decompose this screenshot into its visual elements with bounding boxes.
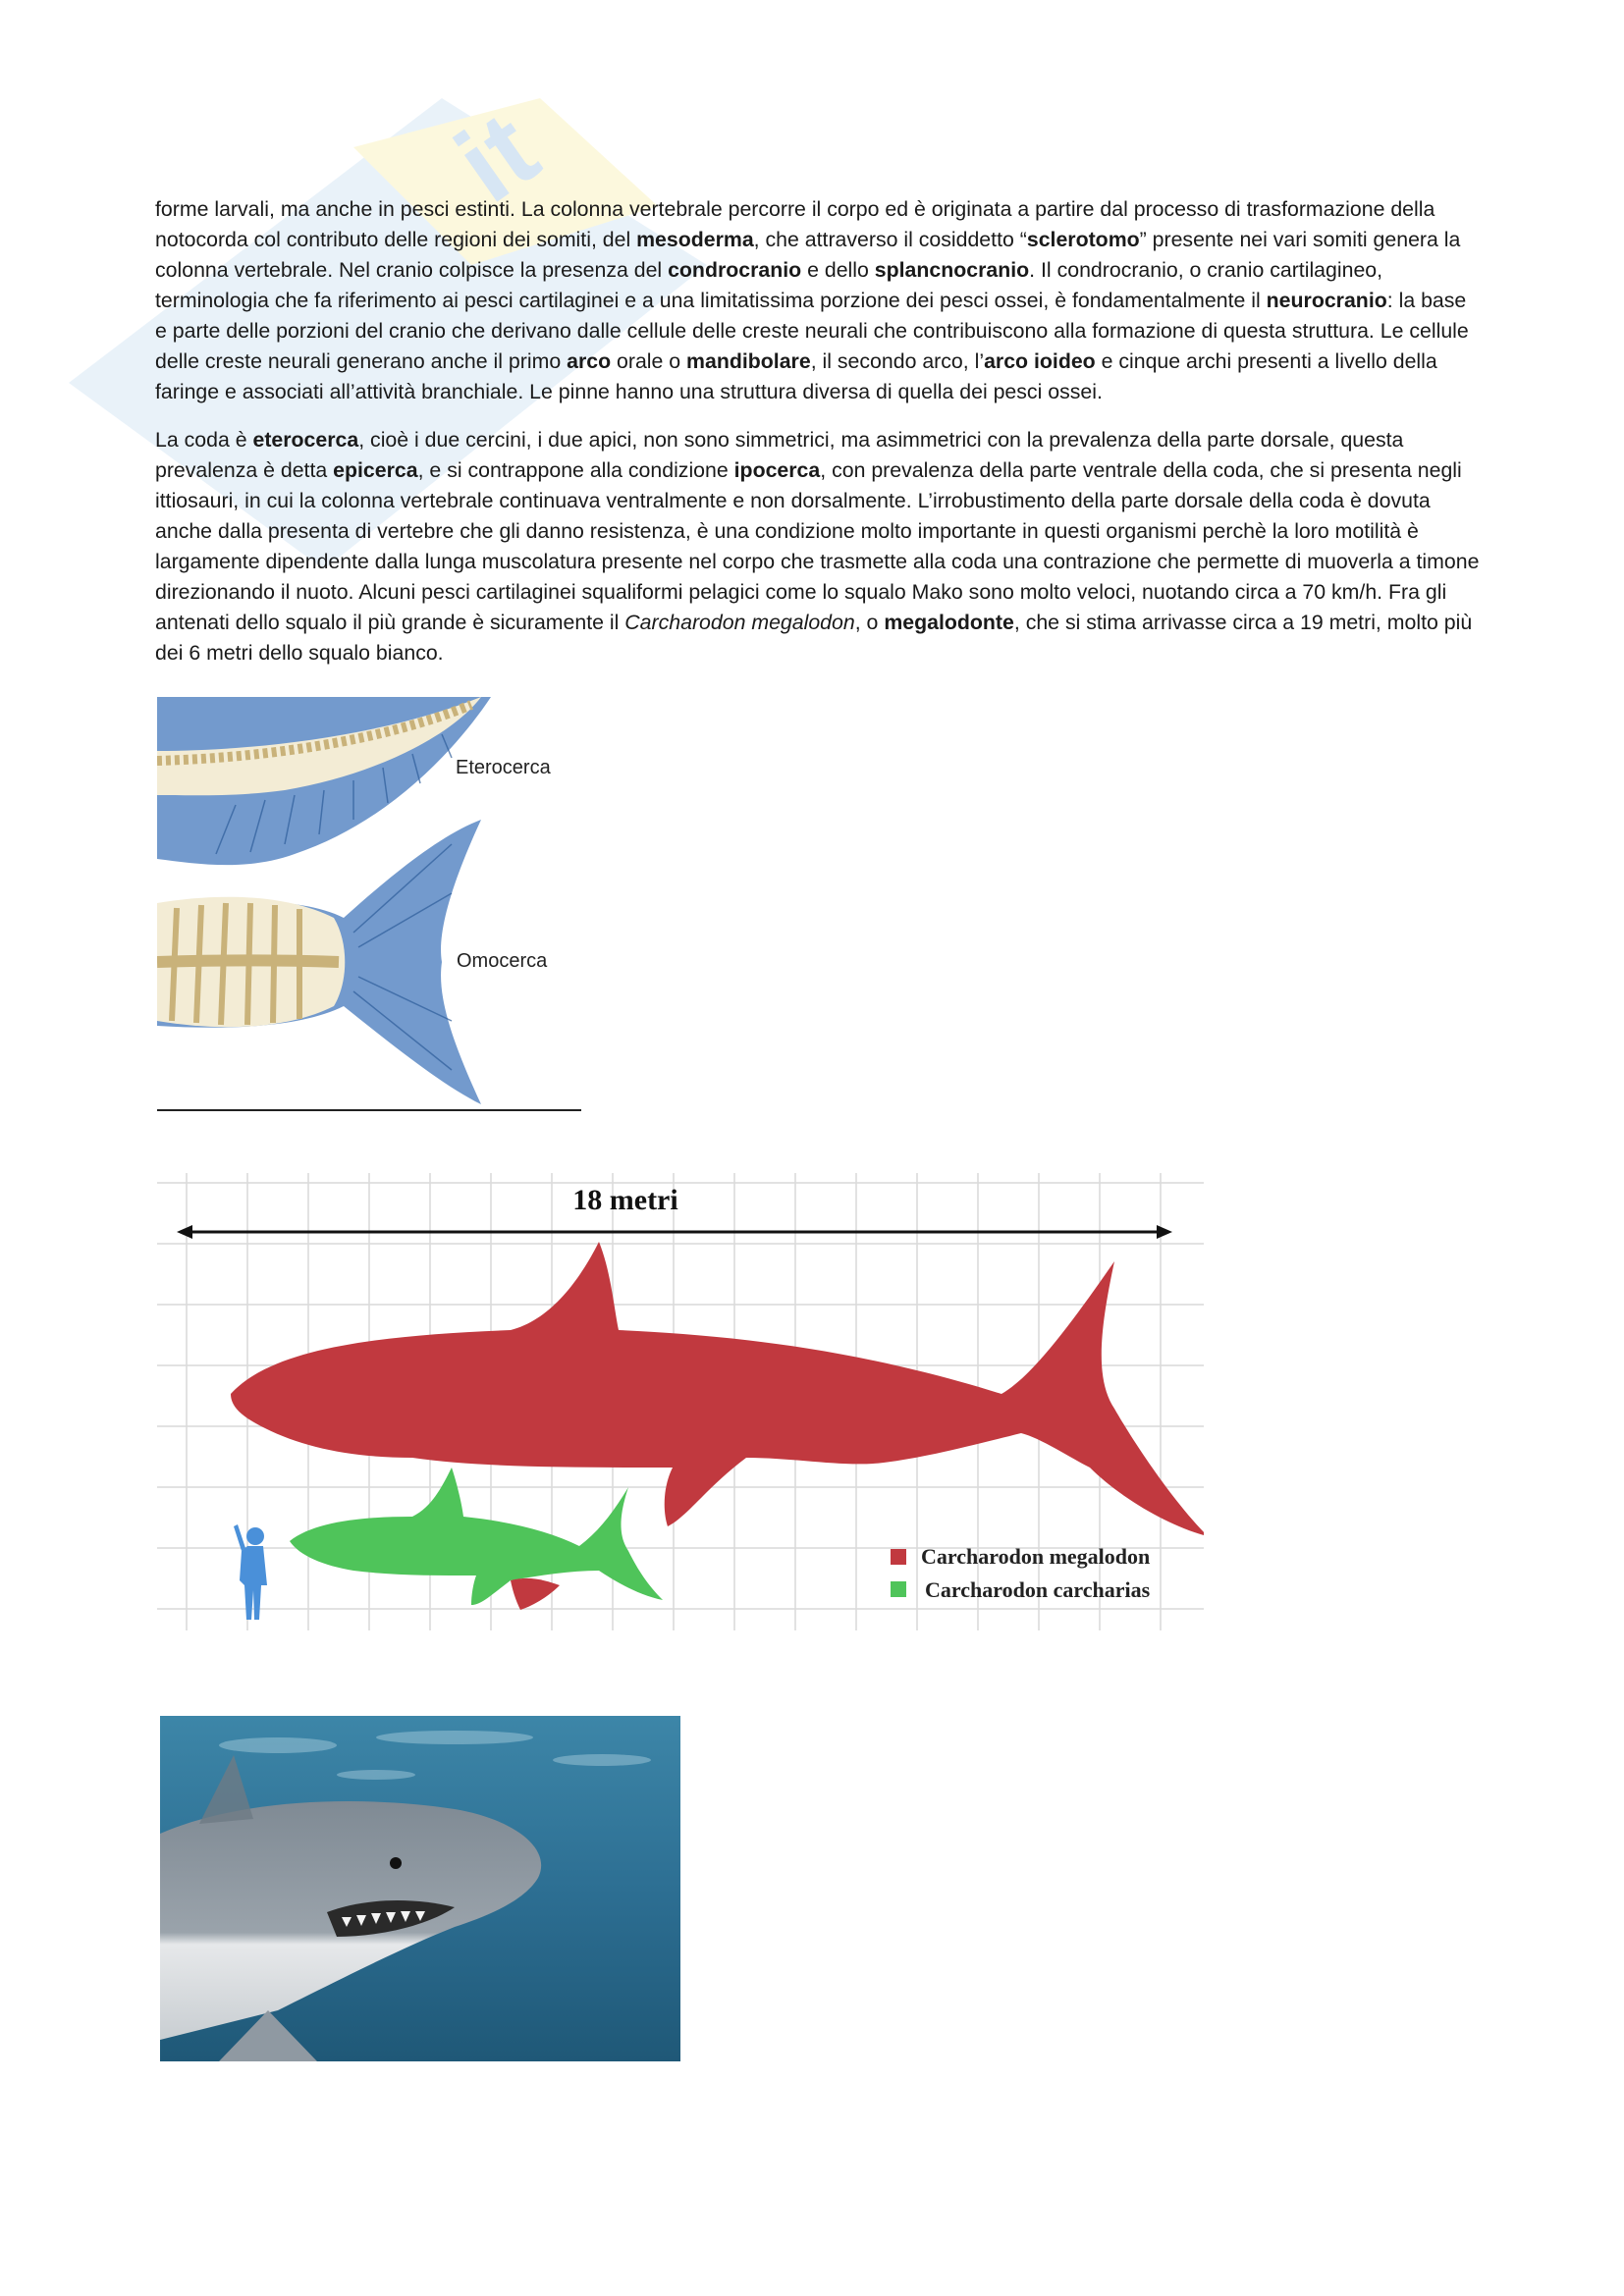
text-run: , che si stima arrivasse circa a 19 metri, molto più dei 6 metri dello squalo bianco. (155, 611, 1473, 665)
text-run: , che attraverso il cosiddetto “ (753, 228, 1027, 251)
length-label: 18 metri (572, 1184, 678, 1216)
text-run: e dello (801, 258, 875, 282)
text-run: , o (854, 611, 885, 634)
bold-term: splancnocranio (874, 258, 1030, 282)
legend-swatch-megalodon (891, 1549, 906, 1565)
bold-term: arco (567, 349, 612, 373)
bold-term: epicerca (333, 458, 418, 482)
text-run: La coda è (155, 428, 253, 452)
homocercal-label: Omocerca (457, 950, 548, 972)
watermark-text: it (435, 88, 559, 226)
bold-term: mesoderma (636, 228, 754, 251)
text-run: , il secondo arco, l’ (810, 349, 985, 373)
legend-label-megalodon: Carcharodon megalodon (921, 1544, 1151, 1569)
tail-types-figure (157, 697, 581, 1107)
text-run: : la base e parte delle porzioni del cranio che derivano dalle cellule delle creste neurali che contribuiscono alla formazione di questa struttura. Le cellule delle creste neurali generano anche il primo (155, 289, 1469, 373)
shark-size-comparison-figure (157, 1173, 1204, 1630)
text-run: , e si contrappone alla condizione (417, 458, 734, 482)
text-run: ” presente nei vari somiti genera la colonna vertebrale. Nel cranio colpisce la presenza del (155, 228, 1461, 282)
text-run: forme larvali, ma anche in pesci estinti. La colonna vertebrale percorre il corpo ed è originata a partire dal processo di trasformazione della notocorda col contributo delle regioni dei somiti, del (155, 197, 1435, 251)
figure-underline (157, 1109, 581, 1111)
bold-term: mandibolare (686, 349, 811, 373)
bold-term: sclerotomo (1026, 228, 1140, 251)
text-run: . Il condrocranio, o cranio cartilagineo, terminologia che fa riferimento ai pesci cartilaginei e a una limitatissima porzione dei pesci ossei, è fondamentalmente il (155, 258, 1383, 312)
text-run: orale o (611, 349, 687, 373)
document-body (155, 194, 1481, 686)
bold-term: megalodonte (884, 611, 1014, 634)
text-run: , con prevalenza della parte ventrale della coda, che si presenta negli ittiosauri, in cui la colonna vertebrale continuava ventralmente e non dorsalmente. L’irrobustimento della parte dorsale della coda è dovuta anche dalla presenta di vertebre che gli danno resistenza, è una condizione molto importante in questi organismi perchè la loro motilità è largamente dipendente dalla lunga muscolatura presente nel corpo che trasmette alla coda una contrazione che permette di muoverla a timone direzionando il nuoto. Alcuni pesci cartilaginei squaliformi pelagici come lo squalo Mako sono molto veloci, nuotando circa a 70 km/h. Fra gli antenati dello squalo il più grande è sicuramente il (155, 458, 1480, 634)
italic-term: Carcharodon megalodon (624, 611, 855, 634)
legend-label-carcharias: Carcharodon carcharias (925, 1577, 1151, 1602)
bold-term: arco ioideo (984, 349, 1096, 373)
bold-term: eterocerca (252, 428, 359, 452)
legend-swatch-carcharias (891, 1581, 906, 1597)
text-run: , cioè i due cercini, i due apici, non sono simmetrici, ma asimmetrici con la prevalenza della parte dorsale, questa prevalenza è detta (155, 428, 1404, 482)
bold-term: ipocerca (733, 458, 821, 482)
heterocercal-label: Eterocerca (456, 757, 551, 778)
paragraph-1 (155, 194, 1481, 407)
paragraph-2 (155, 425, 1481, 668)
great-white-shark-photo (160, 1716, 680, 2061)
bold-term: neurocranio (1266, 289, 1387, 312)
text-run: e cinque archi presenti a livello della faringe e associati all’attività branchiale. Le pinne hanno una struttura diversa di quella dei pesci ossei. (155, 349, 1437, 403)
bold-term: condrocranio (668, 258, 802, 282)
